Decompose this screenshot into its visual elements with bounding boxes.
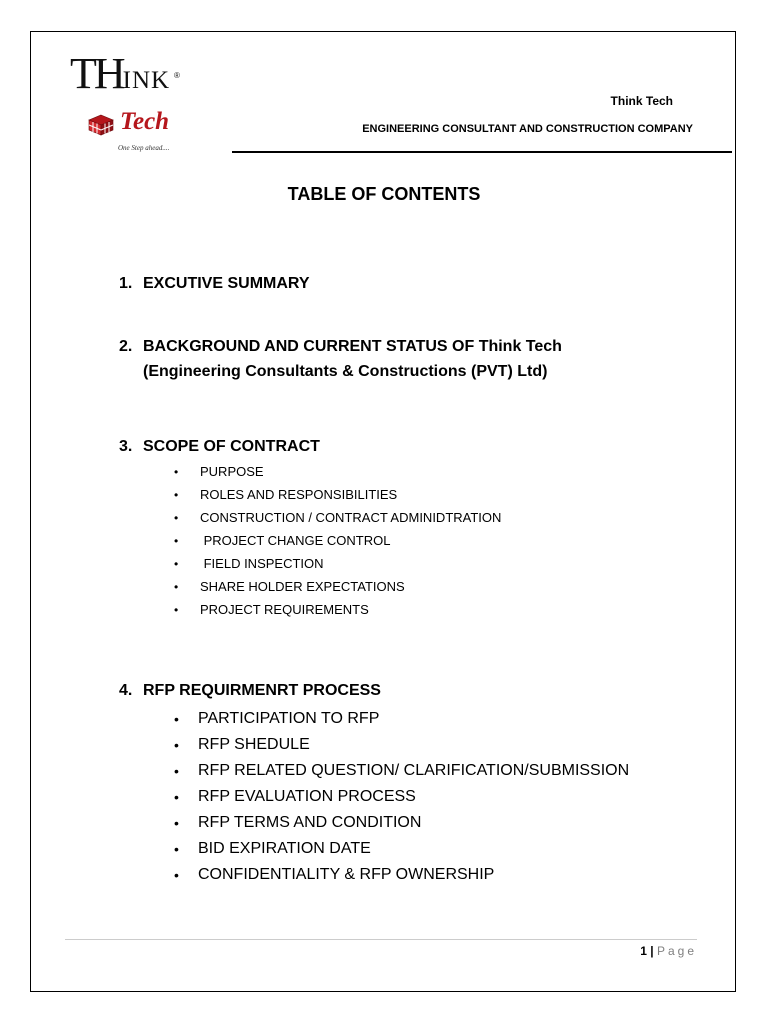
list-item: • PURPOSE <box>174 464 264 479</box>
section-3-items <box>174 460 501 621</box>
logo-registered-mark: ® <box>174 71 180 80</box>
list-item: • ROLES AND RESPONSIBILITIES <box>174 487 398 502</box>
bullet-icon: • <box>174 789 179 805</box>
bullet-icon: • <box>174 510 179 525</box>
bullet-icon: • <box>174 556 179 571</box>
section-number: 1. <box>119 275 133 292</box>
list-item: • PROJECT CHANGE CONTROL <box>174 533 391 548</box>
bullet-icon: • <box>174 533 179 548</box>
logo-tech-text: Tech <box>120 108 170 135</box>
section-title: RFP REQUIRMENRT PROCESS <box>143 682 381 699</box>
list-item: • RFP SHEDULE <box>174 736 310 753</box>
page-label: Page <box>656 944 697 958</box>
list-item: • CONSTRUCTION / CONTRACT ADMINIDTRATION <box>174 510 502 525</box>
section-4-items <box>174 706 629 888</box>
page-footer <box>640 944 697 958</box>
company-subtitle: ENGINEERING CONSULTANT AND CONSTRUCTION COMPANY <box>362 123 693 135</box>
toc-section-3 <box>119 438 320 456</box>
list-item: • FIELD INSPECTION <box>174 556 324 571</box>
logo-think-text: THINK <box>70 49 171 98</box>
section-subtitle: (Engineering Consultants & Constructions (PVT) Ltd) <box>143 363 548 380</box>
logo-tagline: One Step ahead.... <box>118 144 170 152</box>
list-item: • BID EXPIRATION DATE <box>174 840 371 857</box>
list-item: • PROJECT REQUIREMENTS <box>174 602 369 617</box>
bullet-icon: • <box>174 602 179 617</box>
toc-section-4 <box>119 682 381 700</box>
list-item: • CONFIDENTIALITY & RFP OWNERSHIP <box>174 866 495 883</box>
section-title: SCOPE OF CONTRACT <box>143 438 320 455</box>
page-title: TABLE OF CONTENTS <box>287 184 481 204</box>
section-title: EXCUTIVE SUMMARY <box>143 275 310 292</box>
toc-section-1 <box>119 275 310 293</box>
bullet-icon: • <box>174 737 179 753</box>
section-number: 2. <box>119 338 133 355</box>
header-divider <box>232 151 732 153</box>
bullet-icon: • <box>174 867 179 883</box>
section-title: BACKGROUND AND CURRENT STATUS OF Think Tech <box>143 338 562 355</box>
bullet-icon: • <box>174 487 179 502</box>
list-item: • RFP RELATED QUESTION/ CLARIFICATION/SUBMISSION <box>174 762 630 779</box>
list-item: • SHARE HOLDER EXPECTATIONS <box>174 579 405 594</box>
bullet-icon: • <box>174 841 179 857</box>
footer-divider <box>65 939 697 940</box>
footer-separator: | <box>650 944 654 958</box>
list-item: • PARTICIPATION TO RFP <box>174 710 380 727</box>
page-number: 1 <box>640 944 647 958</box>
bullet-icon: • <box>174 815 179 831</box>
bullet-icon: • <box>174 763 179 779</box>
bullet-icon: • <box>174 579 179 594</box>
section-number: 3. <box>119 438 133 455</box>
bullet-icon: • <box>174 711 179 727</box>
cube-icon <box>88 114 114 136</box>
bullet-icon: • <box>174 464 179 479</box>
company-name: Think Tech <box>610 94 673 108</box>
list-item: • RFP TERMS AND CONDITION <box>174 814 422 831</box>
company-logo <box>70 49 200 157</box>
section-number: 4. <box>119 682 133 699</box>
list-item: • RFP EVALUATION PROCESS <box>174 788 416 805</box>
toc-section-2 <box>119 338 562 356</box>
